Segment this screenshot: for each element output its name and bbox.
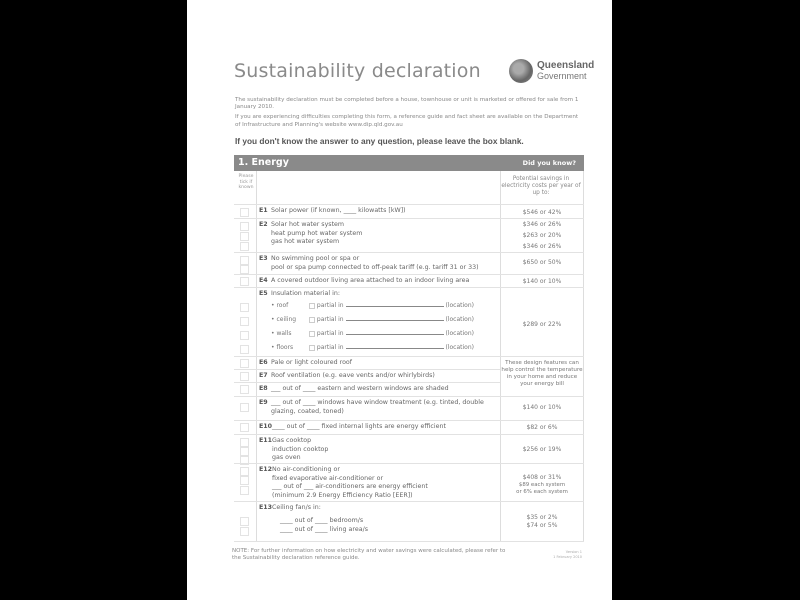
footer-note: NOTE: For further information on how electricity and water savings were calculated, please refer to the Sustainability declaration reference guide. [232, 548, 506, 561]
item-text: Insulation material in: [271, 290, 340, 297]
insulation-label: walls [276, 330, 292, 337]
item-code: E3 [259, 255, 268, 262]
checkbox-e2-solar[interactable] [240, 222, 249, 231]
instruction-text: If you don't know the answer to any question, please leave the box blank. [235, 136, 524, 146]
checkbox-e6[interactable] [240, 359, 249, 368]
item-text: (minimum 2.9 Energy Efficiency Ratio [EER]) [272, 491, 413, 499]
item-text: ___ out of ___ air-conditioners are energy efficient [272, 483, 428, 490]
document-page [187, 0, 612, 600]
tick-column-header: Please tick if known [238, 174, 254, 190]
item-code: E1 [259, 207, 268, 214]
checkbox-e2-gas[interactable] [240, 242, 249, 251]
checkbox-e5-ceiling[interactable] [240, 317, 249, 326]
item-text: Gas cooktop [272, 437, 312, 444]
savings-value: $74 or 5% [526, 522, 558, 529]
partial-label: partial in [316, 330, 344, 337]
checkbox-e13-living-areas[interactable] [240, 527, 249, 536]
item-text: heat pump hot water system [271, 229, 363, 237]
savings-value: $289 or 22% [522, 321, 562, 328]
item-text: ____ out of ____ bedroom/s [280, 517, 364, 524]
savings-value: $408 or 31% [522, 474, 562, 481]
partial-checkbox-ceiling[interactable] [309, 317, 315, 323]
item-text: ___ out of ____ windows have window treatment (e.g. tinted, double [271, 399, 484, 406]
partial-checkbox-floors[interactable] [309, 345, 315, 351]
checkbox-e13-bedrooms[interactable] [240, 517, 249, 526]
checkbox-e1[interactable] [240, 208, 249, 217]
item-text: induction cooktop [272, 445, 329, 453]
insulation-label: floors [276, 344, 294, 351]
checkbox-e3-off-peak[interactable] [240, 265, 249, 274]
checkbox-e4[interactable] [240, 277, 249, 286]
savings-value: or 6% each system [516, 489, 568, 495]
insulation-row-walls: • walls partial in (location) [271, 330, 474, 337]
savings-value: $546 or 42% [522, 209, 562, 216]
insulation-row-ceiling: • ceiling partial in (location) [271, 316, 474, 323]
version-number: Version 1 [565, 550, 582, 554]
item-text: pool or spa pump connected to off-peak tariff (e.g. tariff 31 or 33) [271, 263, 479, 271]
insulation-row-floors: • floors partial in (location) [271, 344, 474, 351]
item-code: E7 [259, 372, 268, 379]
design-features-note: These design features can help control the temperature in your home and reduce your energy bill [501, 360, 583, 387]
checkbox-e11-induction[interactable] [240, 447, 249, 456]
savings-value: $89 each system [518, 482, 566, 488]
insulation-label: ceiling [276, 316, 297, 323]
item-text: Solar hot water system [271, 221, 345, 228]
item-text: Roof ventilation (e.g. eave vents and/or whirlybirds) [271, 372, 435, 379]
item-code: E8 [259, 385, 268, 392]
insulation-row-roof: • roof partial in (location) [271, 302, 474, 309]
section-title: 1. Energy [238, 157, 289, 168]
queensland-government-logo-icon [509, 59, 533, 83]
checkbox-e9[interactable] [240, 403, 249, 412]
checkbox-e5-floors[interactable] [240, 345, 249, 354]
item-text: A covered outdoor living area attached to an indoor living area [271, 277, 470, 284]
location-input-ceiling[interactable] [346, 320, 444, 321]
item-code: E10 [259, 423, 273, 430]
checkbox-e11-gas-oven[interactable] [240, 456, 249, 465]
savings-value: $140 or 10% [522, 404, 562, 411]
item-code: E4 [259, 277, 268, 284]
savings-column-header: Potential savings in electricity costs per year of up to: [501, 176, 581, 196]
checkbox-e12-no-ac[interactable] [240, 467, 249, 476]
insulation-label: roof [276, 302, 289, 309]
item-text: Ceiling fan/s in: [272, 504, 321, 511]
location-input-roof[interactable] [346, 306, 444, 307]
checkbox-e5-walls[interactable] [240, 331, 249, 340]
item-text: gas hot water system [271, 238, 340, 245]
location-input-walls[interactable] [346, 334, 444, 335]
item-code: E11 [259, 437, 273, 444]
checkbox-e10[interactable] [240, 423, 249, 432]
logo-text-line2: Government [537, 71, 587, 81]
partial-checkbox-roof[interactable] [309, 303, 315, 309]
item-code: E6 [259, 359, 268, 366]
item-code: E2 [259, 221, 268, 228]
partial-label: partial in [316, 302, 344, 309]
savings-value: $140 or 10% [522, 278, 562, 285]
did-you-know-label: Did you know? [522, 159, 576, 167]
section-header-energy [234, 155, 584, 171]
checkbox-e7[interactable] [240, 372, 249, 381]
item-text: glazing, coated, toned) [271, 407, 344, 415]
checkbox-e2-heat-pump[interactable] [240, 232, 249, 241]
savings-value: $346 or 26% [522, 221, 562, 228]
queensland-government-logo [509, 59, 595, 87]
location-label: (location) [445, 344, 474, 351]
checkbox-e8[interactable] [240, 385, 249, 394]
partial-label: partial in [316, 344, 344, 351]
location-input-floors[interactable] [346, 348, 444, 349]
intro-paragraph: The sustainability declaration must be completed before a house, townhouse or unit is marketed or offered for sale from 1 January 2010. [235, 97, 579, 111]
location-label: (location) [445, 302, 474, 309]
energy-table [234, 171, 584, 541]
version-info [522, 550, 582, 560]
version-date: 1 February 2010 [553, 555, 582, 559]
item-code: E13 [259, 504, 273, 511]
savings-value: $650 or 50% [522, 259, 562, 266]
item-text: ___ out of ____ eastern and western windows are shaded [271, 385, 449, 392]
intro-paragraph: If you are experiencing difficulties completing this form, a reference guide and fact sheet are available on the Department of Infrastructure and Planning's website www.dip.qld.gov.au [235, 114, 579, 128]
item-text: fixed evaporative air-conditioner or [272, 474, 384, 482]
checkbox-e12-evaporative[interactable] [240, 476, 249, 485]
partial-label: partial in [316, 316, 344, 323]
item-code: E5 [259, 290, 268, 297]
savings-value: $263 or 20% [522, 232, 562, 239]
savings-value: $256 or 19% [522, 446, 562, 453]
logo-text-line1: Queensland [537, 60, 595, 71]
item-text: gas oven [272, 454, 301, 461]
item-text: Pale or light coloured roof [271, 359, 353, 366]
item-text: ____ out of ____ living area/s [280, 526, 368, 533]
partial-checkbox-walls[interactable] [309, 331, 315, 337]
item-code: E12 [259, 466, 273, 473]
item-text: ____ out of ____ fixed internal lights are energy efficient [272, 423, 446, 430]
item-text: Solar power (if known, ____ kilowatts [kW]) [271, 207, 406, 214]
page-title: Sustainability declaration [234, 60, 481, 82]
item-text: No swimming pool or spa or [271, 255, 360, 262]
checkbox-e12-efficient[interactable] [240, 486, 249, 495]
item-text: No air-conditioning or [272, 466, 340, 473]
savings-value: $82 or 6% [526, 424, 558, 431]
location-label: (location) [445, 316, 474, 323]
checkbox-e5-roof[interactable] [240, 303, 249, 312]
savings-value: $35 or 2% [526, 514, 558, 521]
savings-value: $346 or 26% [522, 243, 562, 250]
location-label: (location) [445, 330, 474, 337]
intro-text [235, 97, 585, 132]
item-code: E9 [259, 399, 268, 406]
checkbox-e3-no-pool[interactable] [240, 256, 249, 265]
checkbox-e11-gas-cooktop[interactable] [240, 438, 249, 447]
